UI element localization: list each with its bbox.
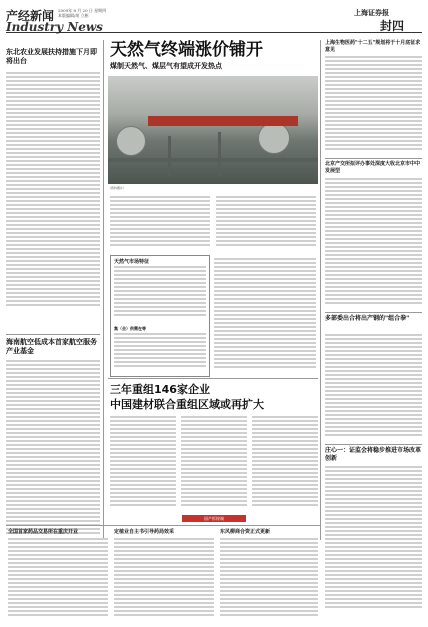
left-story2-body: [6, 360, 100, 538]
column-rule-left: [103, 40, 104, 540]
right-story3-title: 多部委出合将出产钢的"组合拳": [325, 315, 410, 322]
red-banner-shape: [148, 116, 298, 126]
info-box-body: [114, 266, 206, 322]
middle-body-col2: [181, 416, 247, 512]
bottom-story3-title: 东风柳商合资正式更新: [220, 529, 271, 535]
right-story4-title: 庄心一：证监会将稳步推进市场改革创新: [325, 447, 422, 462]
bottom-story2-title: 定植业自主书引导药局效采: [114, 529, 175, 535]
paper-name: 上海证券报: [354, 8, 389, 17]
lead-body-col1: [110, 196, 210, 252]
storage-tank-shape: [116, 126, 146, 156]
header-meta: [58, 8, 106, 18]
bottom-story1-body: [8, 538, 108, 618]
info-box-subtitle: 集（会）供需在等: [114, 326, 146, 331]
date-line: 2009年 8 月 20 日 星期四: [58, 8, 107, 13]
bottom-story1-title: 全国首家药品交易所在重庆开业: [8, 529, 79, 535]
left-divider: [6, 334, 100, 335]
photo-caption: （资料图片）: [108, 186, 127, 190]
pipeline-shape: [108, 168, 318, 171]
lead-title: 天然气终端涨价铺开: [110, 40, 263, 60]
middle-body-col3: [252, 416, 318, 512]
middle-title: 三年重组146家企业: [110, 383, 210, 396]
right-divider-1: [325, 158, 422, 159]
left-story1-body: [6, 72, 100, 310]
right-story1-title: 上海生物医药"十二五"规划将于十月底征求意见: [325, 40, 421, 53]
right-story4-body: [325, 466, 422, 616]
right-divider-2: [325, 312, 422, 313]
lead-photo: [108, 76, 318, 184]
lead-subtitle: 煤制天然气、煤层气有望成开发热点: [110, 62, 222, 70]
section-name-en: Industry News: [6, 20, 103, 34]
section-name: 产经新闻: [6, 9, 55, 23]
left-story1-title: 东北农业发展扶持措施下月即将出台: [6, 48, 97, 65]
info-box-body2: [114, 333, 206, 373]
bottom-divider: [6, 525, 320, 526]
editor-line: 本版编辑/胡 立彬: [58, 13, 89, 18]
right-story3-body: [325, 334, 422, 440]
right-story2-body: [325, 178, 422, 308]
right-story1-body: [325, 56, 422, 154]
left-story2-title: 海南航空低成本首家航空服务产业基金: [6, 338, 97, 355]
lead-body-col2: [216, 196, 316, 252]
storage-tank-shape: [258, 122, 290, 154]
column-rule-right: [320, 40, 321, 540]
pipeline-shape: [108, 158, 318, 162]
ad-label-bar: 国产拆终端: [182, 515, 246, 522]
pipeline-shape: [168, 136, 171, 176]
right-divider-3: [325, 444, 422, 445]
middle-subtitle: 中国建材联合重组区域或再扩大: [110, 398, 264, 411]
middle-divider: [108, 378, 318, 379]
page-number: 封四: [380, 19, 405, 33]
bottom-story2-body: [114, 538, 214, 618]
info-box: [110, 255, 210, 377]
pipeline-shape: [218, 132, 221, 176]
middle-body-col1: [110, 416, 176, 512]
lead-body-col3: [214, 258, 316, 374]
bottom-story3-body: [220, 538, 318, 618]
info-box-title: 天然气市场特征: [114, 259, 150, 265]
right-story2-title: 北京产交所拟评办事处深度大收北京市中中发展型: [325, 161, 421, 174]
